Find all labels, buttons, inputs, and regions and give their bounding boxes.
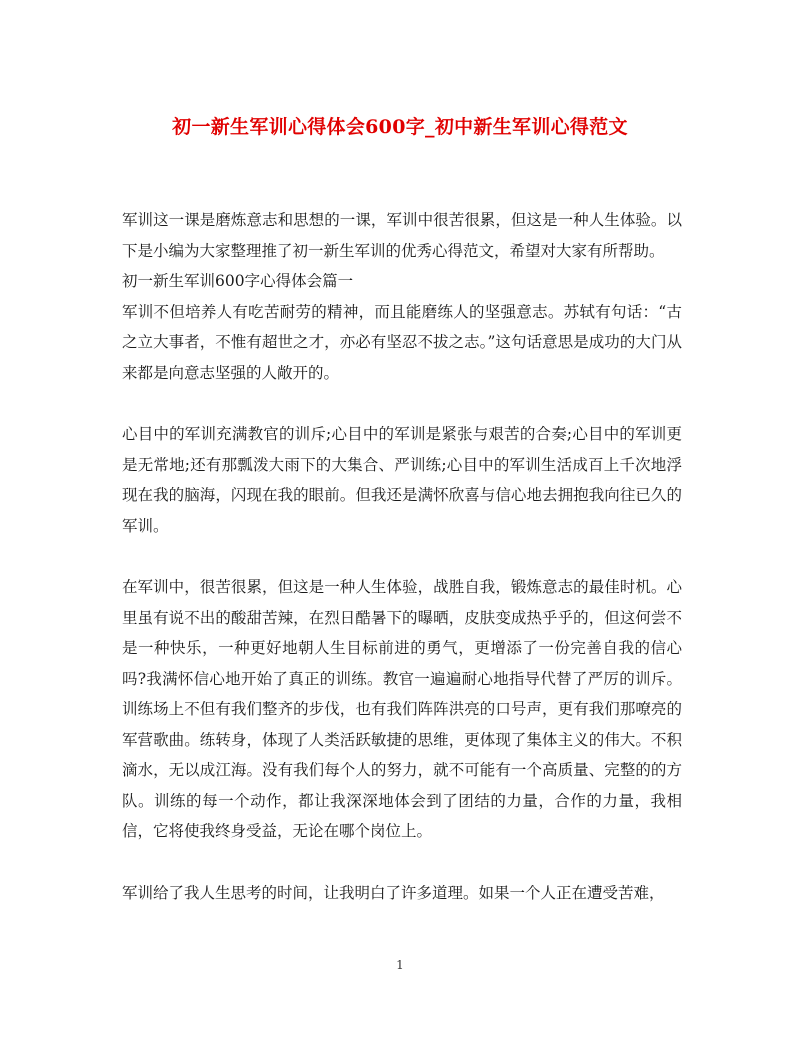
document-body xyxy=(122,205,682,908)
intro-paragraph: 军训这一课是磨炼意志和思想的一课，军训中很苦很累，但这是一种人生体验。以下是小编为大家整理推了初一新生军训的优秀心得范文，希望对大家有所帮助。 xyxy=(122,211,682,260)
body-paragraph: 在军训中，很苦很累，但这是一种人生体验，战胜自我，锻炼意志的最佳时机。心里虽有说不出的酸甜苦辣，在烈日酷暑下的曝晒，皮肤变成热乎乎的，但这何尝不是一种快乐，一种更好地朝人生目标前进的勇气，更增添了一份完善自我的信心吗?我满怀信心地开始了真正的训练。教官一遍遍耐心地指导代替了严厉的训斥。训练场上不但有我们整齐的步伐，也有我们阵阵洪亮的口号声，更有我们那嘹亮的军营歌曲。练转身，体现了人类活跃敏捷的思维，更体现了集体主义的伟大。不积滴水，无以成江海。没有我们每个人的努力，就不可能有一个高质量、完整的的方队。训练的每一个动作，都让我深深地体会到了团结的力量，合作的力量，我相信，它将使我终身受益，无论在哪个岗位上。 xyxy=(122,578,682,840)
body-paragraph: 心目中的军训充满教官的训斥;心目中的军训是紧张与艰苦的合奏;心目中的军训更是无常地;还有那瓢泼大雨下的大集合、严训练;心目中的军训生活成百上千次地浮现在我的脑海，闪现在我的眼前。但我还是满怀欣喜与信心地去拥抱我向往已久的军训。 xyxy=(122,425,682,535)
body-paragraph: 军训不但培养人有吃苦耐劳的精神，而且能磨练人的坚强意志。苏轼有句话：“古之立大事者，不惟有超世之才，亦必有坚忍不拔之志。”这句话意思是成功的大门从来都是向意志坚强的人敞开的。 xyxy=(122,302,682,382)
page-number: 1 xyxy=(396,958,404,972)
section-heading: 初一新生军训600字心得体会篇一 xyxy=(122,272,354,290)
body-paragraph: 军训给了我人生思考的时间，让我明白了许多道理。如果一个人正在遭受苦难， xyxy=(122,883,665,902)
document-title: 初一新生军训心得体会600字_初中新生军训心得范文 xyxy=(172,116,628,138)
